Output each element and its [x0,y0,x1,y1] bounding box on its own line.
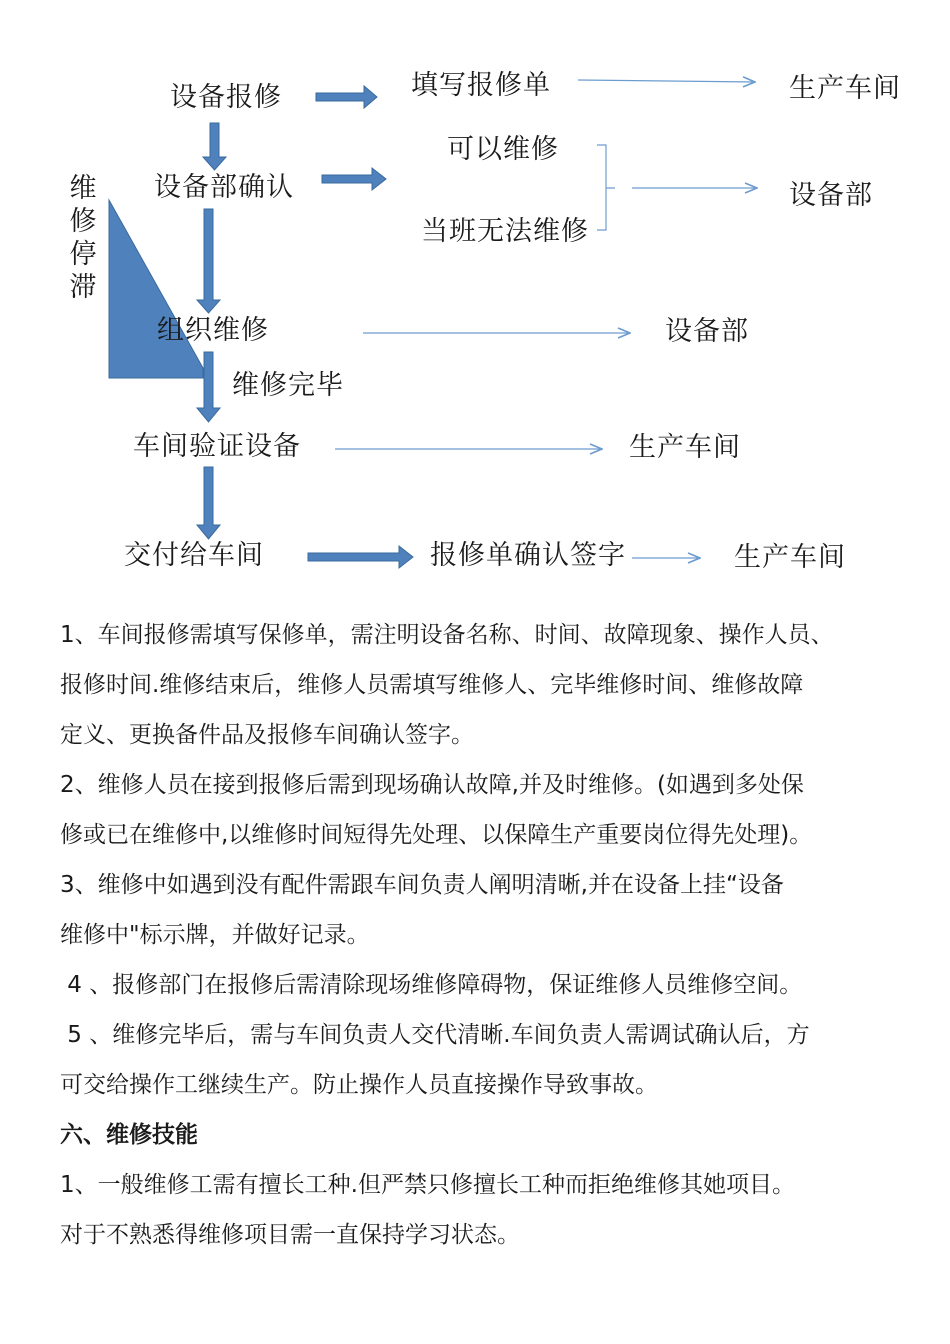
node-equipment-dept-1: 设备部 [789,180,873,211]
paragraph-line: 5 、维修完毕后，需与车间负责人交代清晰.车间负责人需调试确认后，方 [60,1022,810,1048]
arrow-confirm-to-organize [197,209,220,313]
arrow-deliver-to-sign [308,546,413,568]
paragraph-line: 维修中"标示牌，并做好记录。 [60,922,370,948]
paragraph-line: 1、车间报修需填写保修单，需注明设备名称、时间、故障现象、操作人员、 [60,622,834,648]
thin-arrow-form-to-workshop [578,80,755,82]
paragraph-line: 定义、更换备件品及报修车间确认签字。 [60,722,474,748]
node-workshop-1: 生产车间 [789,73,901,104]
node-organize: 组织维修 [157,315,269,346]
arrow-stall-loop [109,200,203,378]
node-workshop-2: 生产车间 [629,432,741,463]
paragraph-line: 4 、报修部门在报修后需清除现场维修障碍物，保证维修人员维修空间。 [60,972,803,998]
paragraph-line: 可交给操作工继续生产。防止操作人员直接操作导致事故。 [60,1072,658,1098]
node-deliver: 交付给车间 [124,540,264,571]
arrow-report-to-confirm [203,123,226,170]
arrow-verify-to-deliver [197,467,220,539]
node-equipment-dept-2: 设备部 [665,316,749,347]
arrow-confirm-to-options [322,168,386,190]
node-sign: 报修单确认签字 [430,540,626,571]
node-dept-confirm: 设备部确认 [154,172,294,203]
section-paragraph-line: 1、一般维修工需有擅长工种.但严禁只修擅长工种而拒绝维修其她项目。 [60,1172,795,1198]
options-bracket [597,145,615,230]
section-paragraph-line: 对于不熟悉得维修项目需一直保持学习状态。 [60,1222,520,1248]
node-cannot-repair: 当班无法维修 [421,216,589,247]
arrow-report-to-form [316,86,377,108]
node-can-repair: 可以维修 [447,134,559,165]
paragraph-line: 3、维修中如遇到没有配件需跟车间负责人阐明清晰,并在设备上挂“设备 [60,872,784,898]
paragraph-line: 2、维修人员在接到报修后需到现场确认故障,并及时维修。(如遇到多处保 [60,772,804,798]
paragraph-line: 报修时间.维修结束后，维修人员需填写维修人、完毕维修时间、维修故障 [60,672,804,698]
paragraph-line: 修或已在维修中,以维修时间短得先处理、以保障生产重要岗位得先处理)。 [60,822,813,848]
node-workshop-3: 生产车间 [734,542,846,573]
flowchart [0,0,950,600]
section-heading: 六、维修技能 [60,1122,198,1148]
node-verify: 车间验证设备 [133,431,301,462]
node-repair-done: 维修完毕 [232,370,344,401]
node-stall: 维修停滞 [69,173,97,303]
node-report: 设备报修 [170,82,282,113]
node-fill-form: 填写报修单 [411,70,551,101]
document-body [60,610,910,1260]
